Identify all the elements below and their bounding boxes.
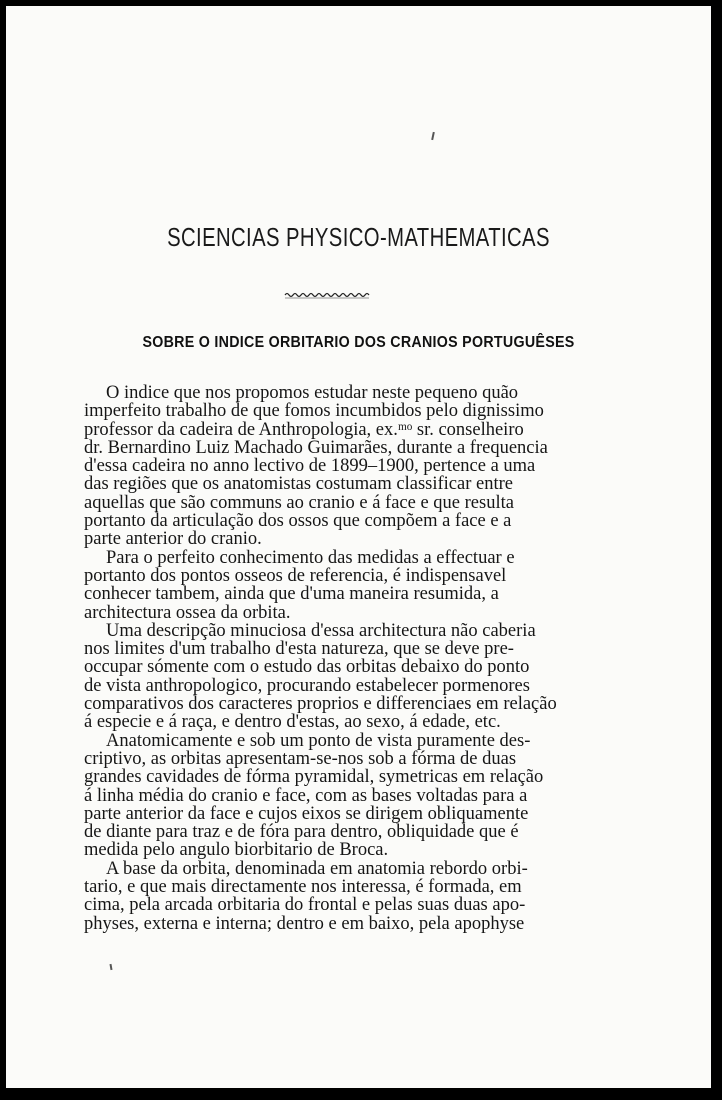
text-line-content: aquellas que são communs ao cranio e á face e que resulta [84,492,514,513]
text-line-content: A base da orbita, denominada em anatomia rebordo orbi- [106,858,528,879]
text-line [84,732,568,750]
text-line-content: professor da cadeira de Anthropologia, ex.ᵐᵒ sr. conselheiro [84,419,524,440]
text-line [84,713,568,731]
ornament-divider [284,292,370,300]
text-line [84,658,568,676]
text-line-content: de diante para traz e de fóra para dentro, obliquidade que é [84,822,519,843]
text-line [84,860,568,878]
text-line [84,750,568,768]
text-line [84,530,568,548]
text-line [84,421,568,439]
text-line [84,512,568,530]
text-line [84,439,568,457]
text-line-content: criptivo, as orbitas apresentam-se-nos sob a fórma de duas [84,748,517,769]
text-line-content: á especie e á raça, e dentro d'estas, ao sexo, á edade, etc. [84,712,501,733]
text-line-content: nos limites d'um trabalho d'esta natureza, que se deve pre- [84,639,514,660]
text-line [84,384,568,402]
text-line-content: d'essa cadeira no anno lectivo de 1899–1900, pertence a uma [84,456,536,477]
margin-mark [431,132,435,140]
text-line [84,841,568,859]
text-line [84,805,568,823]
text-line-content: Para o perfeito conhecimento das medidas a effectuar e [106,547,515,568]
text-line [84,896,568,914]
text-line-content: parte anterior da face e cujos eixos se dirigem obliquamente [84,803,529,824]
text-line [84,878,568,896]
text-line-content: physes, externa e interna; dentro e em baixo, pela apophyse [84,913,525,934]
text-line-content: dr. Bernardino Luiz Machado Guimarães, durante a frequencia [84,437,548,458]
text-line [84,622,568,640]
text-line-content: architectura ossea da orbita. [84,602,291,623]
text-line-content: portanto da articulação dos ossos que compõem a face e a [84,511,512,532]
text-line [84,823,568,841]
body-text [84,384,568,933]
text-line [84,604,568,622]
text-line-content: occupar sómente com o estudo das orbitas debaixo do ponto [84,657,530,678]
section-title: SCIENCIAS PHYSICO-MATHEMATICAS [167,222,550,252]
text-line-content: Anatomicamente e sob um ponto de vista puramente des- [106,730,531,751]
text-line-content: imperfeito trabalho de que fomos incumbidos pelo dignissimo [84,401,544,422]
text-line [84,567,568,585]
text-line-content: conhecer tambem, ainda que d'uma maneira resumida, a [84,584,499,605]
article-title: SOBRE O INDICE ORBITARIO DOS CRANIOS PORTUGUÊSES [142,334,575,351]
scanned-page [6,6,711,1088]
text-line-content: Uma descripção minuciosa d'essa architectura não caberia [106,620,536,641]
text-line [84,677,568,695]
margin-mark [109,964,112,970]
text-line-content: medida pelo angulo biorbitario de Broca. [84,840,389,861]
text-line-content: de vista anthropologico, procurando estabelecer pormenores [84,675,530,696]
text-line-content: á linha média do cranio e face, com as bases voltadas para a [84,785,528,806]
text-line [84,494,568,512]
text-line [84,585,568,603]
text-line [84,768,568,786]
text-line-content: cima, pela arcada orbitaria do frontal e pelas suas duas apo- [84,895,526,916]
text-line-content: grandes cavidades de fórma pyramidal, symetricas em relação [84,767,544,788]
text-line [84,475,568,493]
text-line-content: O indice que nos propomos estudar neste pequeno quão [106,383,519,403]
text-line [84,640,568,658]
text-line [84,402,568,420]
text-line-content: das regiões que os anatomistas costumam classificar entre [84,474,513,495]
text-line [84,787,568,805]
text-line [84,915,568,933]
text-line-content: parte anterior do cranio. [84,529,262,550]
text-line-content: comparativos dos caracteres proprios e differenciaes em relação [84,694,557,715]
text-line-content: portanto dos pontos osseos de referencia, é indispensavel [84,565,507,586]
text-line [84,549,568,567]
text-line [84,695,568,713]
text-line [84,457,568,475]
text-line-content: tario, e que mais directamente nos interessa, é formada, em [84,877,522,898]
